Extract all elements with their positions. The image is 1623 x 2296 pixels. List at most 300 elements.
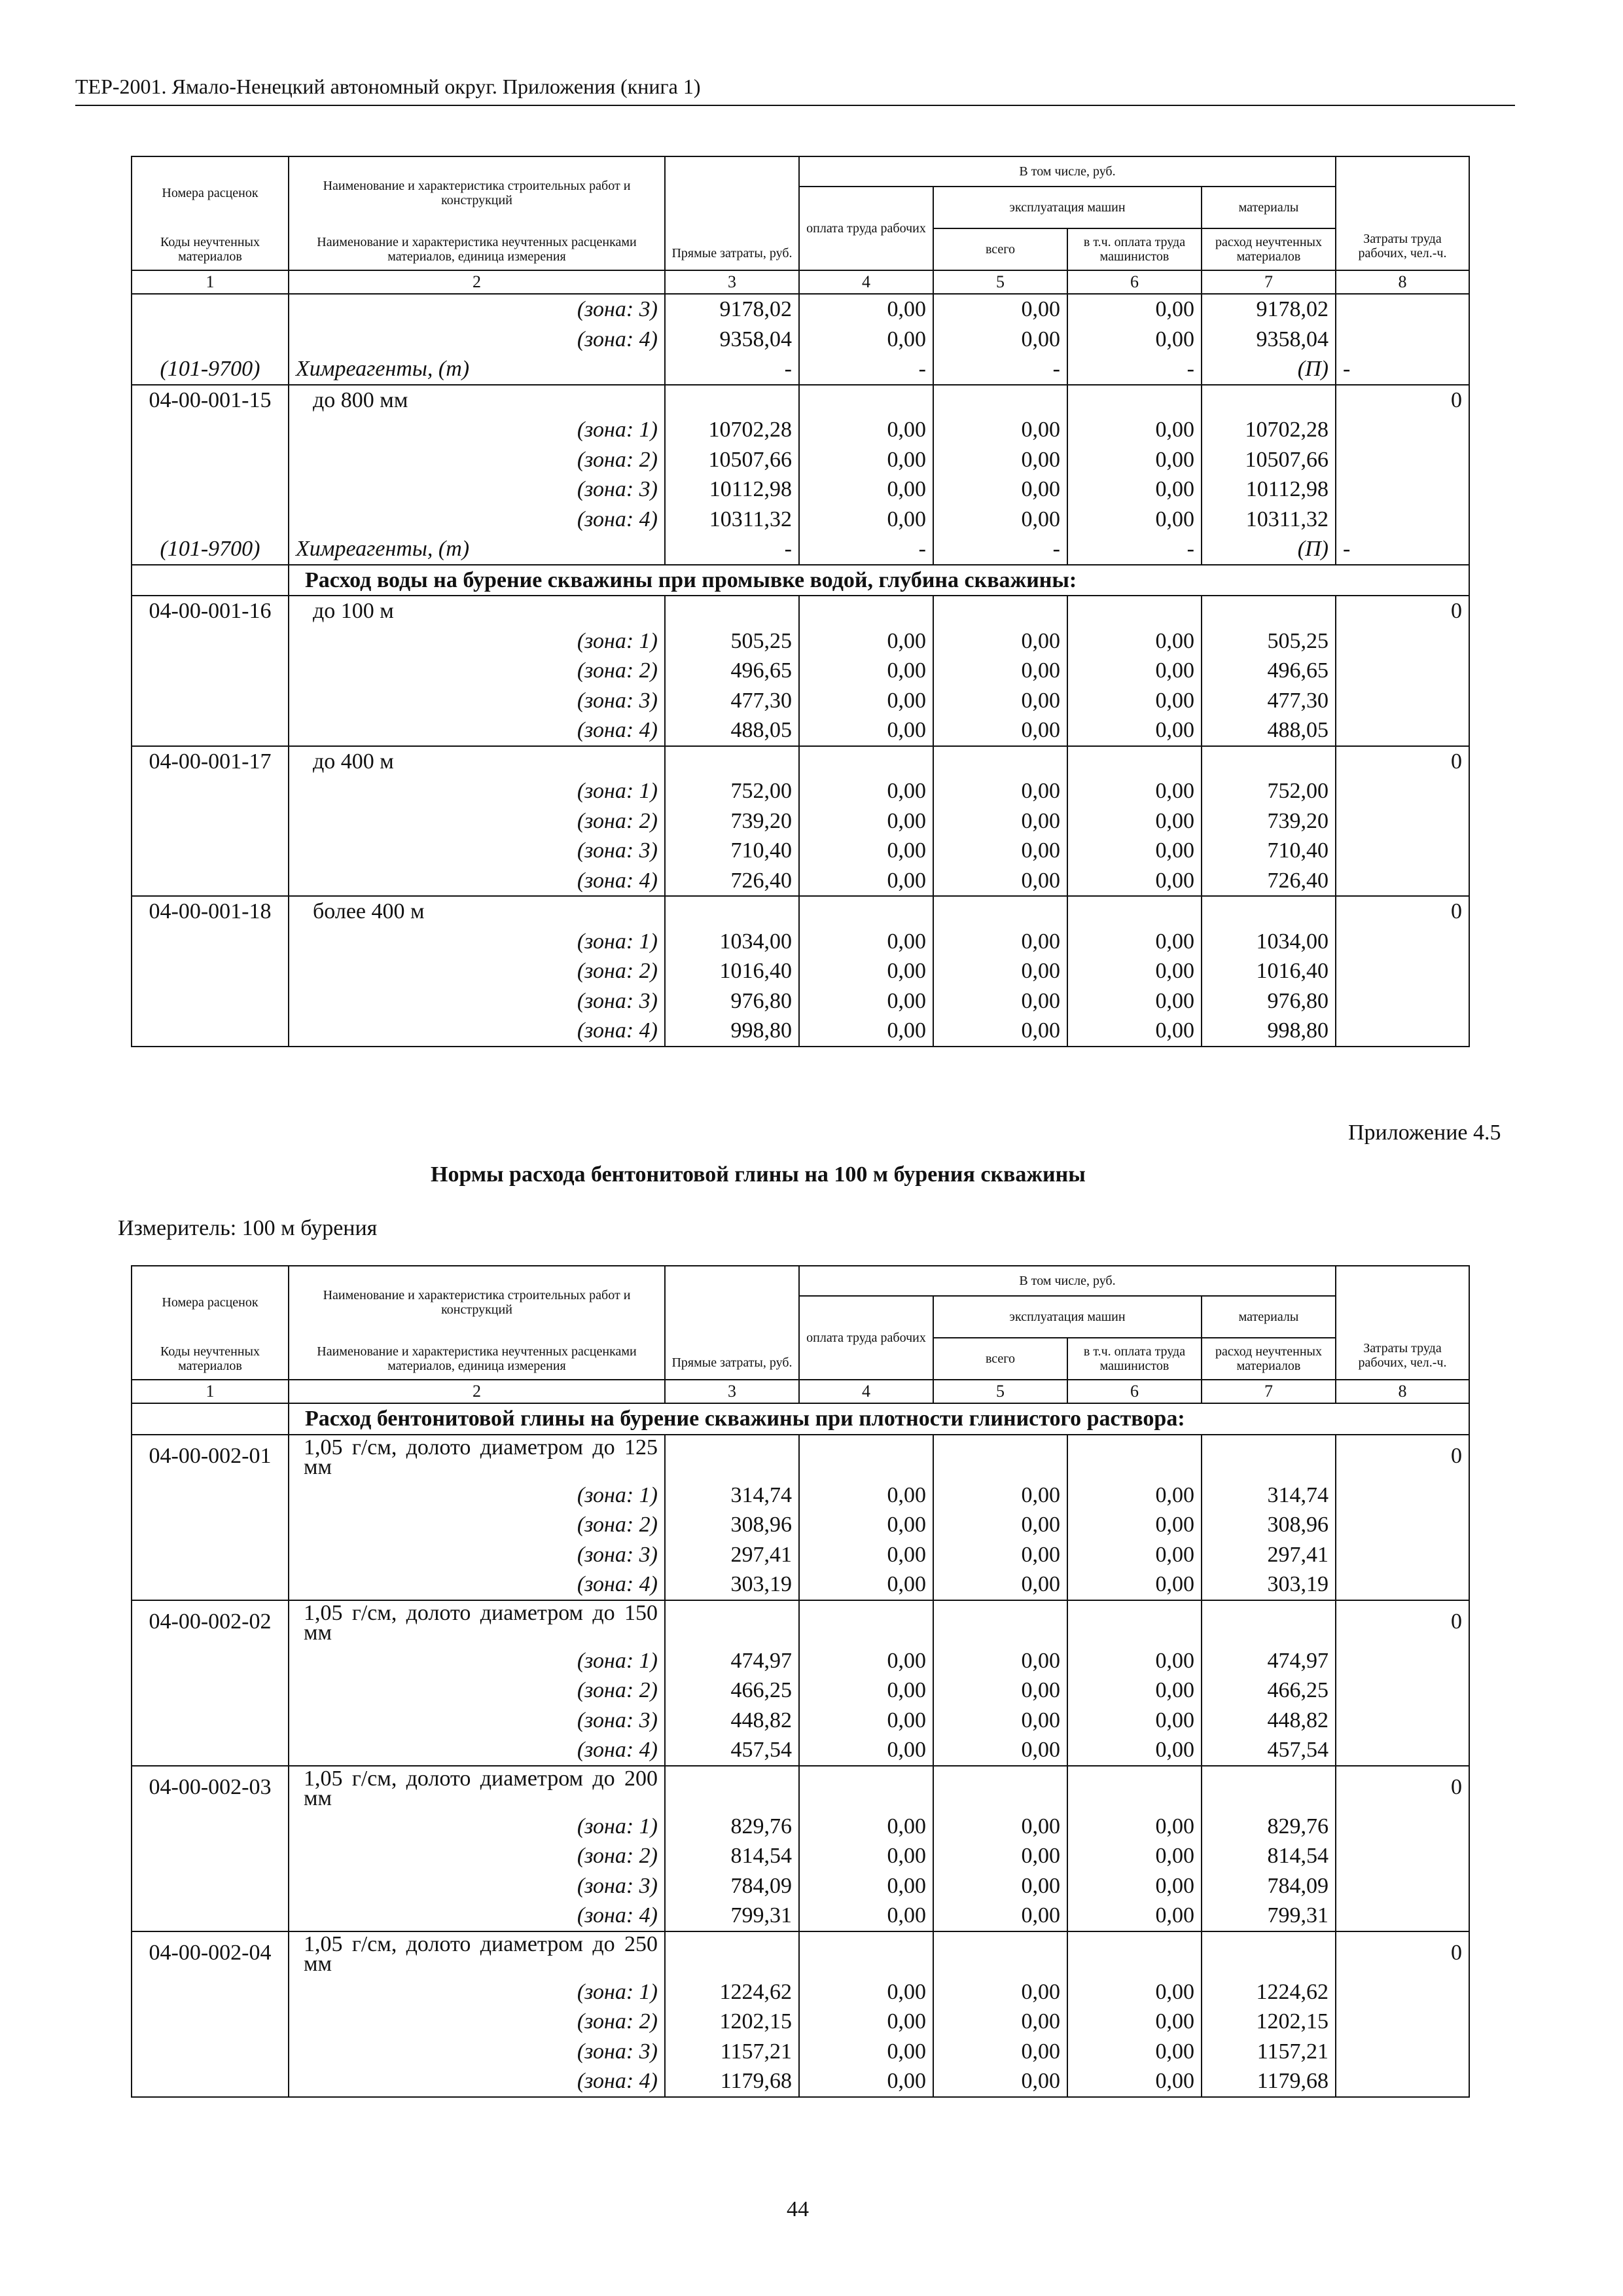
col3-header: Прямые затраты, руб. — [665, 156, 799, 270]
item-row — [132, 896, 1469, 927]
table-row — [132, 1646, 1469, 1676]
item-name: 1,05 г/см, долото диаметром до 250 мм — [289, 1931, 665, 1977]
machine-total: 0,00 — [933, 1570, 1067, 1600]
machinist-pay: 0,00 — [1067, 1510, 1202, 1540]
section-heading: Нормы расхода бентонитовой глины на 100 м бурения скважины — [431, 1162, 1086, 1187]
materials-cost: 488,05 — [1202, 715, 1336, 746]
item-name: до 800 мм — [289, 385, 665, 416]
table-row — [132, 415, 1469, 445]
labor-pay: 0,00 — [799, 1676, 933, 1706]
material-row — [132, 534, 1469, 565]
column-number: 6 — [1067, 270, 1202, 294]
material-flag: (П) — [1202, 534, 1336, 565]
direct-cost: 1034,00 — [665, 927, 799, 957]
table-row — [132, 1540, 1469, 1570]
machinist-pay: 0,00 — [1067, 475, 1202, 505]
machine-total: 0,00 — [933, 1676, 1067, 1706]
material-flag: (П) — [1202, 354, 1336, 385]
direct-cost: 448,82 — [665, 1706, 799, 1736]
direct-cost: 10702,28 — [665, 415, 799, 445]
machine-total: 0,00 — [933, 1812, 1067, 1842]
zone-label: (зона: 3) — [289, 2037, 665, 2067]
dash-cell: - — [1067, 354, 1202, 385]
item-row — [132, 1931, 1469, 1977]
materials-cost: 308,96 — [1202, 1510, 1336, 1540]
direct-cost: 477,30 — [665, 686, 799, 716]
col1-bottom-header: Коды неучтенных материалов — [132, 228, 289, 270]
dash-cell: - — [933, 534, 1067, 565]
rate-code: 04-00-001-15 — [132, 385, 289, 416]
table-row — [132, 294, 1469, 325]
dash-cell: - — [1336, 534, 1469, 565]
col2-top-header: Наименование и характеристика строительных работ и конструкций — [289, 156, 665, 228]
machinist-pay: 0,00 — [1067, 866, 1202, 897]
zone-label: (зона: 1) — [289, 1480, 665, 1511]
machinist-pay: 0,00 — [1067, 1646, 1202, 1676]
rate-code: 04-00-002-02 — [132, 1600, 289, 1646]
material-row — [132, 354, 1469, 385]
column-number: 4 — [799, 270, 933, 294]
column-number: 1 — [132, 1380, 289, 1403]
material-name: Химреагенты, (т) — [289, 354, 665, 385]
machine-operation-header: эксплуатация машин — [933, 1296, 1202, 1338]
table-row — [132, 927, 1469, 957]
col6-header: в т.ч. оплата труда машинистов — [1067, 228, 1202, 270]
labor-hours: 0 — [1336, 1931, 1469, 1977]
item-row — [132, 385, 1469, 416]
materials-cost: 998,80 — [1202, 1016, 1336, 1047]
machine-total: 0,00 — [933, 445, 1067, 475]
table-row — [132, 986, 1469, 1016]
machinist-pay: 0,00 — [1067, 1480, 1202, 1511]
zone-label: (зона: 4) — [289, 325, 665, 355]
direct-cost: 814,54 — [665, 1841, 799, 1871]
zone-label: (зона: 4) — [289, 1901, 665, 1931]
direct-cost: 976,80 — [665, 986, 799, 1016]
machine-total: 0,00 — [933, 1706, 1067, 1736]
machine-total: 0,00 — [933, 927, 1067, 957]
labor-hours: 0 — [1336, 1600, 1469, 1646]
labor-pay: 0,00 — [799, 2037, 933, 2067]
material-code: (101-9700) — [132, 534, 289, 565]
measure-unit: Измеритель: 100 м бурения — [118, 1216, 378, 1240]
table-row — [132, 866, 1469, 897]
labor-pay: 0,00 — [799, 986, 933, 1016]
labor-hours: 0 — [1336, 746, 1469, 777]
machinist-pay: 0,00 — [1067, 927, 1202, 957]
direct-cost: 457,54 — [665, 1735, 799, 1766]
machine-total: 0,00 — [933, 294, 1067, 325]
machine-total: 0,00 — [933, 1016, 1067, 1047]
materials-cost: 1016,40 — [1202, 956, 1336, 986]
materials-cost: 496,65 — [1202, 656, 1336, 686]
machine-total: 0,00 — [933, 776, 1067, 806]
zone-label: (зона: 4) — [289, 1570, 665, 1600]
direct-cost: 1224,62 — [665, 1977, 799, 2007]
table-row — [132, 2066, 1469, 2097]
labor-pay: 0,00 — [799, 1706, 933, 1736]
table-row — [132, 836, 1469, 866]
table-row — [132, 2007, 1469, 2037]
column-number: 5 — [933, 1380, 1067, 1403]
machinist-pay: 0,00 — [1067, 1841, 1202, 1871]
appendix-label: Приложение 4.5 — [1348, 1121, 1501, 1145]
machinist-pay: 0,00 — [1067, 1977, 1202, 2007]
zone-label: (зона: 2) — [289, 445, 665, 475]
direct-cost: 726,40 — [665, 866, 799, 897]
materials-cost: 448,82 — [1202, 1706, 1336, 1736]
dash-cell: - — [1067, 534, 1202, 565]
direct-cost: 10112,98 — [665, 475, 799, 505]
direct-cost: 297,41 — [665, 1540, 799, 1570]
table-row — [132, 656, 1469, 686]
labor-pay: 0,00 — [799, 927, 933, 957]
table-row — [132, 1735, 1469, 1766]
materials-cost: 10702,28 — [1202, 415, 1336, 445]
labor-pay: 0,00 — [799, 626, 933, 656]
materials-cost: 710,40 — [1202, 836, 1336, 866]
labor-pay: 0,00 — [799, 1901, 933, 1931]
machinist-pay: 0,00 — [1067, 294, 1202, 325]
direct-cost: 303,19 — [665, 1570, 799, 1600]
table-row — [132, 715, 1469, 746]
dash-cell: - — [665, 354, 799, 385]
materials-cost: 752,00 — [1202, 776, 1336, 806]
machinist-pay: 0,00 — [1067, 2007, 1202, 2037]
page-number: 44 — [787, 2197, 809, 2221]
zone-label: (зона: 1) — [289, 626, 665, 656]
materials-cost: 814,54 — [1202, 1841, 1336, 1871]
header-divider — [75, 105, 1515, 106]
machinist-pay: 0,00 — [1067, 1901, 1202, 1931]
machinist-pay: 0,00 — [1067, 626, 1202, 656]
col8-header: Затраты труда рабочих, чел.-ч. — [1336, 156, 1469, 270]
materials-cost: 474,97 — [1202, 1646, 1336, 1676]
zone-label: (зона: 2) — [289, 1510, 665, 1540]
table-row — [132, 1812, 1469, 1842]
machinist-pay: 0,00 — [1067, 325, 1202, 355]
zone-label: (зона: 4) — [289, 505, 665, 535]
item-name: 1,05 г/см, долото диаметром до 125 мм — [289, 1435, 665, 1480]
direct-cost: 314,74 — [665, 1480, 799, 1511]
labor-pay: 0,00 — [799, 836, 933, 866]
direct-cost: 466,25 — [665, 1676, 799, 1706]
col5-header: всего — [933, 1338, 1067, 1380]
column-number: 2 — [289, 1380, 665, 1403]
item-row — [132, 1435, 1469, 1480]
machinist-pay: 0,00 — [1067, 836, 1202, 866]
dash-cell: - — [933, 354, 1067, 385]
column-number: 3 — [665, 1380, 799, 1403]
direct-cost: 488,05 — [665, 715, 799, 746]
zone-label: (зона: 3) — [289, 1540, 665, 1570]
rate-code: 04-00-001-16 — [132, 596, 289, 626]
materials-cost: 457,54 — [1202, 1735, 1336, 1766]
table-row — [132, 445, 1469, 475]
zone-label: (зона: 3) — [289, 1706, 665, 1736]
item-name: 1,05 г/см, долото диаметром до 150 мм — [289, 1600, 665, 1646]
zone-label: (зона: 3) — [289, 294, 665, 325]
machinist-pay: 0,00 — [1067, 1812, 1202, 1842]
column-numbers-row — [132, 1380, 1469, 1403]
rates-table-2 — [131, 1265, 1470, 2098]
zone-label: (зона: 1) — [289, 776, 665, 806]
machine-total: 0,00 — [933, 1510, 1067, 1540]
col1-top-header: Номера расценок — [132, 1266, 289, 1338]
col4-header: оплата труда рабочих — [799, 187, 933, 270]
column-number: 3 — [665, 270, 799, 294]
direct-cost: 10311,32 — [665, 505, 799, 535]
machinist-pay: 0,00 — [1067, 505, 1202, 535]
rates-table-1 — [131, 156, 1470, 1047]
materials-cost: 477,30 — [1202, 686, 1336, 716]
in-total-header: В том числе, руб. — [799, 1266, 1336, 1296]
direct-cost: 505,25 — [665, 626, 799, 656]
zone-label: (зона: 3) — [289, 1871, 665, 1901]
materials-cost: 739,20 — [1202, 806, 1336, 836]
materials-cost: 1224,62 — [1202, 1977, 1336, 2007]
labor-pay: 0,00 — [799, 1570, 933, 1600]
materials-cost: 1034,00 — [1202, 927, 1336, 957]
column-number: 8 — [1336, 1380, 1469, 1403]
page-header: ТЕР-2001. Ямало-Ненецкий автономный округ. Приложения (книга 1) — [75, 75, 701, 98]
labor-pay: 0,00 — [799, 776, 933, 806]
direct-cost: 998,80 — [665, 1016, 799, 1047]
table-row — [132, 1016, 1469, 1047]
item-row — [132, 746, 1469, 777]
table-row — [132, 776, 1469, 806]
materials-cost: 303,19 — [1202, 1570, 1336, 1600]
section-title: Расход воды на бурение скважины при промывке водой, глубина скважины: — [289, 565, 1469, 596]
zone-label: (зона: 1) — [289, 415, 665, 445]
col2-bottom-header: Наименование и характеристика неучтенных расценками материалов, единица измерения — [289, 1338, 665, 1380]
machine-total: 0,00 — [933, 956, 1067, 986]
machinist-pay: 0,00 — [1067, 1871, 1202, 1901]
zone-label: (зона: 2) — [289, 1676, 665, 1706]
section-row — [132, 1403, 1469, 1435]
materials-cost: 1202,15 — [1202, 2007, 1336, 2037]
zone-label: (зона: 4) — [289, 1016, 665, 1047]
machinist-pay: 0,00 — [1067, 1570, 1202, 1600]
machinist-pay: 0,00 — [1067, 686, 1202, 716]
col1-top-header: Номера расценок — [132, 156, 289, 228]
col2-bottom-header: Наименование и характеристика неучтенных расценками материалов, единица измерения — [289, 228, 665, 270]
col3-header: Прямые затраты, руб. — [665, 1266, 799, 1380]
machinist-pay: 0,00 — [1067, 656, 1202, 686]
labor-hours: 0 — [1336, 596, 1469, 626]
machine-total: 0,00 — [933, 1901, 1067, 1931]
machine-total: 0,00 — [933, 1480, 1067, 1511]
zone-label: (зона: 4) — [289, 715, 665, 746]
col4-header: оплата труда рабочих — [799, 1296, 933, 1380]
table-row — [132, 626, 1469, 656]
labor-pay: 0,00 — [799, 956, 933, 986]
machine-total: 0,00 — [933, 1735, 1067, 1766]
labor-pay: 0,00 — [799, 445, 933, 475]
machine-total: 0,00 — [933, 505, 1067, 535]
labor-pay: 0,00 — [799, 294, 933, 325]
materials-cost: 10507,66 — [1202, 445, 1336, 475]
table-header — [132, 1266, 1469, 1403]
zone-label: (зона: 4) — [289, 2066, 665, 2097]
table-header — [132, 156, 1469, 294]
materials-cost: 466,25 — [1202, 1676, 1336, 1706]
item-row — [132, 596, 1469, 626]
table-row — [132, 1570, 1469, 1600]
zone-label: (зона: 3) — [289, 986, 665, 1016]
zone-label: (зона: 2) — [289, 956, 665, 986]
rate-code: 04-00-002-03 — [132, 1766, 289, 1812]
machinist-pay: 0,00 — [1067, 2066, 1202, 2097]
materials-cost: 9178,02 — [1202, 294, 1336, 325]
zone-label: (зона: 1) — [289, 1646, 665, 1676]
machine-total: 0,00 — [933, 656, 1067, 686]
direct-cost: 1179,68 — [665, 2066, 799, 2097]
zone-label: (зона: 1) — [289, 1977, 665, 2007]
dash-cell: - — [1336, 354, 1469, 385]
column-number: 1 — [132, 270, 289, 294]
rate-code: 04-00-001-18 — [132, 896, 289, 927]
dash-cell: - — [799, 354, 933, 385]
zone-label: (зона: 2) — [289, 2007, 665, 2037]
item-name: до 100 м — [289, 596, 665, 626]
labor-pay: 0,00 — [799, 1871, 933, 1901]
direct-cost: 9358,04 — [665, 325, 799, 355]
labor-pay: 0,00 — [799, 1646, 933, 1676]
materials-cost: 976,80 — [1202, 986, 1336, 1016]
material-code: (101-9700) — [132, 354, 289, 385]
direct-cost: 474,97 — [665, 1646, 799, 1676]
machine-total: 0,00 — [933, 325, 1067, 355]
column-number: 5 — [933, 270, 1067, 294]
machine-total: 0,00 — [933, 806, 1067, 836]
table-row — [132, 1977, 1469, 2007]
labor-pay: 0,00 — [799, 2007, 933, 2037]
labor-hours: 0 — [1336, 896, 1469, 927]
zone-label: (зона: 2) — [289, 1841, 665, 1871]
col7-header: расход неучтенных материалов — [1202, 1338, 1336, 1380]
materials-cost: 10112,98 — [1202, 475, 1336, 505]
zone-label: (зона: 1) — [289, 927, 665, 957]
labor-pay: 0,00 — [799, 415, 933, 445]
labor-pay: 0,00 — [799, 1510, 933, 1540]
machine-total: 0,00 — [933, 686, 1067, 716]
direct-cost: 784,09 — [665, 1871, 799, 1901]
labor-pay: 0,00 — [799, 1841, 933, 1871]
table-row — [132, 806, 1469, 836]
materials-cost: 784,09 — [1202, 1871, 1336, 1901]
zone-label: (зона: 2) — [289, 656, 665, 686]
materials-cost: 9358,04 — [1202, 325, 1336, 355]
machinist-pay: 0,00 — [1067, 776, 1202, 806]
col6-header: в т.ч. оплата труда машинистов — [1067, 1338, 1202, 1380]
rate-code: 04-00-001-17 — [132, 746, 289, 777]
col7-header: расход неучтенных материалов — [1202, 228, 1336, 270]
table-row — [132, 1676, 1469, 1706]
machine-total: 0,00 — [933, 626, 1067, 656]
column-number: 2 — [289, 270, 665, 294]
machinist-pay: 0,00 — [1067, 1676, 1202, 1706]
labor-pay: 0,00 — [799, 1977, 933, 2007]
direct-cost: 1157,21 — [665, 2037, 799, 2067]
materials-cost: 314,74 — [1202, 1480, 1336, 1511]
direct-cost: 308,96 — [665, 1510, 799, 1540]
machinist-pay: 0,00 — [1067, 1706, 1202, 1736]
table-row — [132, 1871, 1469, 1901]
labor-pay: 0,00 — [799, 806, 933, 836]
table-row — [132, 686, 1469, 716]
machine-total: 0,00 — [933, 475, 1067, 505]
materials-header: материалы — [1202, 1296, 1336, 1338]
col8-header: Затраты труда рабочих, чел.-ч. — [1336, 1266, 1469, 1380]
table-row — [132, 1841, 1469, 1871]
labor-pay: 0,00 — [799, 1812, 933, 1842]
labor-pay: 0,00 — [799, 866, 933, 897]
machine-total: 0,00 — [933, 2007, 1067, 2037]
section-row — [132, 565, 1469, 596]
materials-cost: 726,40 — [1202, 866, 1336, 897]
labor-pay: 0,00 — [799, 475, 933, 505]
item-row — [132, 1600, 1469, 1646]
table-row — [132, 956, 1469, 986]
machinist-pay: 0,00 — [1067, 715, 1202, 746]
machinist-pay: 0,00 — [1067, 445, 1202, 475]
materials-cost: 1157,21 — [1202, 2037, 1336, 2067]
section-title: Расход бентонитовой глины на бурение скважины при плотности глинистого раствора: — [289, 1403, 1469, 1435]
machinist-pay: 0,00 — [1067, 415, 1202, 445]
machine-operation-header: эксплуатация машин — [933, 187, 1202, 228]
zone-label: (зона: 3) — [289, 686, 665, 716]
column-number: 7 — [1202, 270, 1336, 294]
materials-cost: 1179,68 — [1202, 2066, 1336, 2097]
machine-total: 0,00 — [933, 2066, 1067, 2097]
direct-cost: 9178,02 — [665, 294, 799, 325]
table-row — [132, 325, 1469, 355]
machinist-pay: 0,00 — [1067, 1540, 1202, 1570]
table-row — [132, 2037, 1469, 2067]
direct-cost: 710,40 — [665, 836, 799, 866]
machine-total: 0,00 — [933, 1540, 1067, 1570]
table-row — [132, 505, 1469, 535]
machine-total: 0,00 — [933, 715, 1067, 746]
direct-cost: 10507,66 — [665, 445, 799, 475]
direct-cost: 1016,40 — [665, 956, 799, 986]
column-number: 8 — [1336, 270, 1469, 294]
direct-cost: 829,76 — [665, 1812, 799, 1842]
table-row — [132, 1480, 1469, 1511]
labor-pay: 0,00 — [799, 1540, 933, 1570]
machinist-pay: 0,00 — [1067, 986, 1202, 1016]
labor-pay: 0,00 — [799, 505, 933, 535]
dash-cell: - — [799, 534, 933, 565]
rate-code: 04-00-002-01 — [132, 1435, 289, 1480]
labor-pay: 0,00 — [799, 715, 933, 746]
machinist-pay: 0,00 — [1067, 806, 1202, 836]
in-total-header: В том числе, руб. — [799, 156, 1336, 187]
zone-label: (зона: 3) — [289, 836, 665, 866]
labor-hours: 0 — [1336, 385, 1469, 416]
rate-code: 04-00-002-04 — [132, 1931, 289, 1977]
machine-total: 0,00 — [933, 2037, 1067, 2067]
column-number: 7 — [1202, 1380, 1336, 1403]
zone-label: (зона: 4) — [289, 866, 665, 897]
materials-header: материалы — [1202, 187, 1336, 228]
materials-cost: 505,25 — [1202, 626, 1336, 656]
zone-label: (зона: 2) — [289, 806, 665, 836]
labor-pay: 0,00 — [799, 1480, 933, 1511]
machine-total: 0,00 — [933, 1646, 1067, 1676]
materials-cost: 297,41 — [1202, 1540, 1336, 1570]
